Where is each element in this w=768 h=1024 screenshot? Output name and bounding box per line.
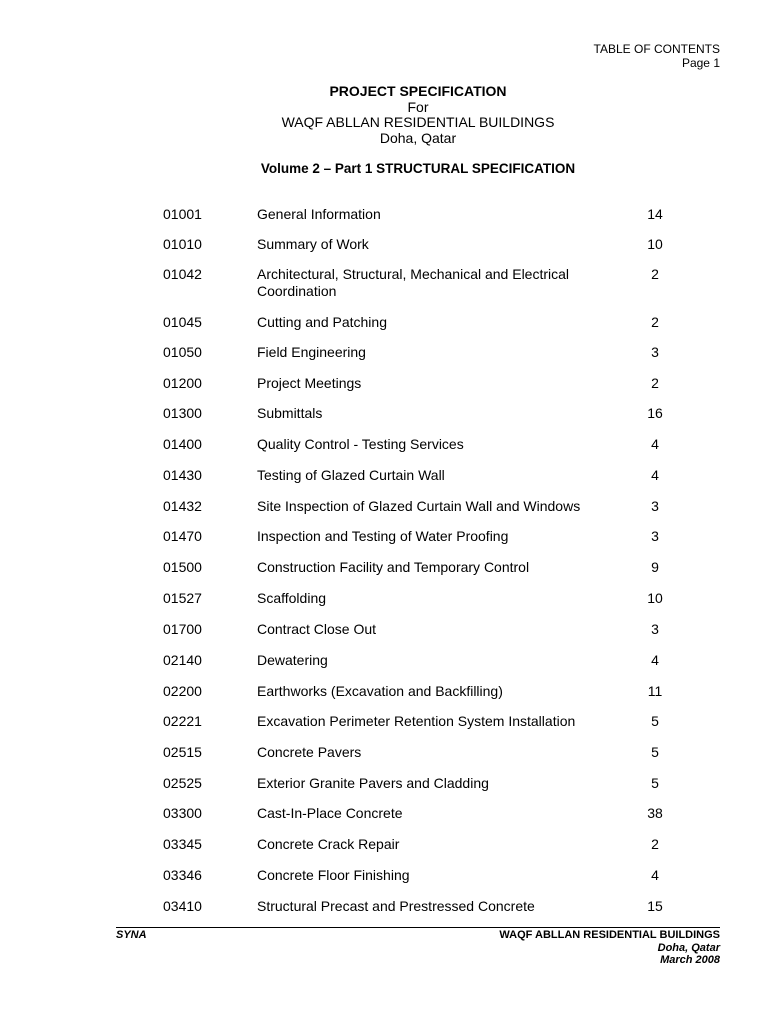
toc-section-title: Field Engineering (257, 344, 366, 360)
toc-section-code: 02221 (163, 713, 202, 729)
document-title: PROJECT SPECIFICATION (329, 83, 507, 99)
toc-section-title: Site Inspection of Glazed Curtain Wall and Windows (257, 498, 581, 514)
toc-page-count: 15 (647, 898, 663, 914)
toc-section-title: Contract Close Out (257, 621, 377, 637)
toc-page-count: 4 (651, 652, 659, 668)
toc-section-code: 01432 (163, 498, 202, 514)
toc-section-title: Dewatering (257, 652, 328, 668)
toc-page-count: 4 (651, 436, 659, 452)
toc-section-code: 01050 (163, 344, 202, 360)
toc-page-count: 4 (651, 867, 659, 883)
toc-section-title: Architectural, Structural, Mechanical and Electrical Coordination (257, 266, 570, 299)
toc-page-count: 2 (651, 266, 659, 282)
toc-section-code: 01042 (163, 266, 202, 282)
toc-page-count: 4 (651, 467, 659, 483)
toc-page-count: 3 (651, 344, 659, 360)
toc-section-code: 02515 (163, 744, 202, 760)
toc-page-count: 16 (647, 405, 663, 421)
toc-section-code: 03345 (163, 836, 202, 852)
toc-section-title: Submittals (257, 405, 323, 421)
toc-page-count: 3 (651, 498, 659, 514)
toc-section-code: 01500 (163, 559, 202, 575)
toc-page-count: 2 (651, 314, 659, 330)
toc-section-code: 01010 (163, 236, 202, 252)
toc-section-code: 01045 (163, 314, 202, 330)
toc-section-title: Cast-In-Place Concrete (257, 805, 403, 821)
toc-section-title: Exterior Granite Pavers and Cladding (257, 775, 489, 791)
toc-page-count: 10 (647, 590, 663, 606)
page-header (594, 42, 720, 70)
footer-location: Doha, Qatar (657, 941, 720, 954)
volume-title: Volume 2 – Part 1 STRUCTURAL SPECIFICATION (260, 161, 576, 176)
title-block (0, 84, 768, 146)
footer-company: SYNA (116, 929, 147, 941)
toc-section-code: 01001 (163, 206, 202, 222)
toc-section-code: 01470 (163, 528, 202, 544)
toc-section-title: Earthworks (Excavation and Backfilling) (257, 683, 503, 699)
footer-project-info (499, 929, 720, 967)
toc-section-code: 03300 (163, 805, 202, 821)
toc-section-code: 02200 (163, 683, 202, 699)
footer-date: March 2008 (660, 954, 720, 966)
toc-section-title: Concrete Floor Finishing (257, 867, 410, 883)
toc-page-count: 2 (651, 836, 659, 852)
toc-section-title: General Information (257, 206, 381, 222)
toc-section-title: Inspection and Testing of Water Proofing (257, 528, 509, 544)
toc-page-count: 5 (651, 744, 659, 760)
toc-page-count: 14 (647, 206, 663, 222)
toc-section-title: Excavation Perimeter Retention System Installation (257, 713, 576, 729)
toc-section-title: Structural Precast and Prestressed Concrete (257, 898, 535, 914)
toc-section-code: 01700 (163, 621, 202, 637)
toc-section-title: Quality Control - Testing Services (257, 436, 464, 452)
toc-page-count: 5 (651, 775, 659, 791)
toc-page-count: 5 (651, 713, 659, 729)
toc-section-code: 02525 (163, 775, 202, 791)
header-section-label: TABLE OF CONTENTS (593, 42, 720, 56)
toc-section-title: Cutting and Patching (257, 314, 387, 330)
toc-section-title: Project Meetings (257, 375, 362, 391)
project-location: Doha, Qatar (379, 129, 457, 146)
toc-section-code: 01430 (163, 467, 202, 483)
title-for: For (407, 98, 429, 115)
footer-divider (116, 927, 720, 928)
footer-project-name: WAQF ABLLAN RESIDENTIAL BUILDINGS (499, 929, 720, 941)
toc-page-count: 2 (651, 375, 659, 391)
toc-section-code: 01400 (163, 436, 202, 452)
project-name: WAQF ABLLAN RESIDENTIAL BUILDINGS (281, 114, 555, 130)
toc-section-title: Construction Facility and Temporary Control (257, 559, 530, 575)
toc-section-code: 02140 (163, 652, 202, 668)
toc-page-count: 3 (651, 621, 659, 637)
toc-section-code: 01200 (163, 375, 202, 391)
toc-section-title: Testing of Glazed Curtain Wall (257, 467, 445, 483)
toc-section-title: Summary of Work (257, 236, 369, 252)
toc-section-code: 01527 (163, 590, 202, 606)
toc-page-count: 11 (647, 683, 663, 699)
toc-page-count: 9 (651, 559, 659, 575)
toc-section-title: Scaffolding (257, 590, 327, 606)
toc-page-count: 10 (647, 236, 663, 252)
toc-section-code: 03346 (163, 867, 202, 883)
toc-section-code: 01300 (163, 405, 202, 421)
toc-page-count: 38 (647, 805, 663, 821)
toc-section-title: Concrete Pavers (257, 744, 362, 760)
toc-section-code: 03410 (163, 898, 202, 914)
toc-page-count: 3 (651, 528, 659, 544)
toc-section-title: Concrete Crack Repair (257, 836, 400, 852)
header-page-number: Page 1 (681, 56, 720, 70)
